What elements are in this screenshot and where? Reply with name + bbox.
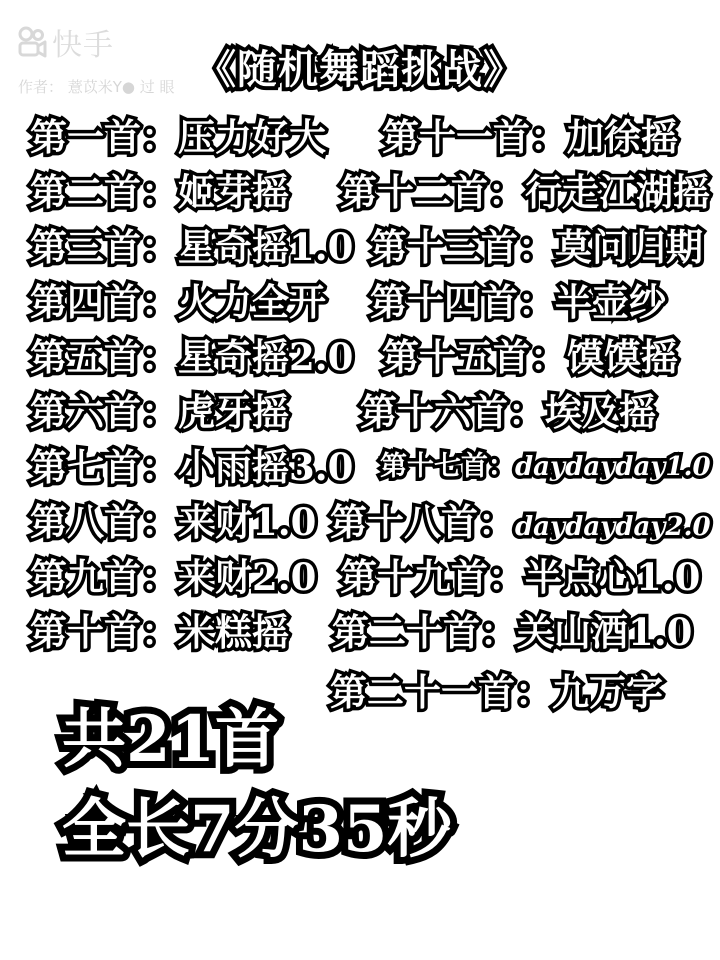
list-item: [30, 557, 316, 597]
song-title: 九万字: [552, 670, 663, 714]
song-title: 莫问归期: [555, 225, 703, 269]
song-number-label: 第四首：: [30, 280, 178, 324]
song-title: 行走江湖摇: [525, 170, 710, 214]
song-number-label: 第一首：: [30, 115, 178, 159]
song-title: 压力好大: [178, 115, 326, 159]
list-item: [30, 227, 353, 267]
watermark-brand: 快手: [52, 28, 114, 63]
song-number-label: 第十八首：: [330, 500, 515, 544]
list-item: [380, 447, 711, 487]
page-title: 《随机舞蹈挑战》: [196, 46, 524, 93]
song-number-label: 第十首：: [30, 610, 178, 654]
song-title: 米糕摇: [178, 610, 289, 654]
song-number-label: 第二首：: [30, 170, 178, 214]
list-item: [30, 117, 326, 157]
list-item: [330, 502, 711, 547]
song-number-label: 第八首：: [30, 500, 178, 544]
song-number-label: 第九首：: [30, 555, 178, 599]
list-item: [30, 447, 353, 487]
song-title: 火力全开: [178, 280, 326, 324]
song-number-label: 第六首：: [30, 390, 178, 434]
song-number-label: 第十九首：: [340, 555, 525, 599]
watermark-author: 作者： 薏苡米Y● 过 眼: [18, 78, 175, 96]
song-number-label: 第十六首：: [360, 390, 545, 434]
list-item: [332, 612, 692, 652]
song-title: 来财2.0: [178, 555, 317, 599]
list-item: [370, 227, 703, 267]
song-number-label: 第七首：: [30, 445, 178, 489]
song-title: 小雨摇3.0: [178, 445, 354, 489]
song-title: 埃及摇: [545, 390, 656, 434]
list-item: [340, 557, 700, 597]
song-number-label: 第十二首：: [340, 170, 525, 214]
song-number-label: 第五首：: [30, 335, 178, 379]
song-number-label: 第二十一首：: [330, 670, 552, 714]
list-item: [30, 337, 353, 377]
song-title: 来财1.0: [178, 500, 317, 544]
song-number-label: 第十五首：: [382, 335, 567, 379]
list-item: [330, 672, 663, 712]
list-item: [30, 502, 316, 542]
song-title: 星奇摇2.0: [178, 335, 354, 379]
list-item: [360, 392, 656, 432]
list-item: [382, 337, 678, 377]
total-duration-label: 全长7分35秒: [62, 792, 452, 867]
list-item: [30, 172, 289, 212]
song-title: 加徐摇: [567, 115, 678, 159]
song-title: 馍馍摇: [567, 335, 678, 379]
song-title: daydayday2.0: [515, 512, 711, 542]
song-number-label: 第十四首：: [370, 280, 555, 324]
song-title: 关山酒1.0: [517, 610, 693, 654]
song-title: 半点心1.0: [525, 555, 701, 599]
list-item: [30, 612, 289, 652]
list-item: [340, 172, 710, 212]
song-number-label: 第二十首：: [332, 610, 517, 654]
song-number-label: 第十一首：: [382, 115, 567, 159]
list-item: [30, 282, 326, 322]
song-title: 姬芽摇: [178, 170, 289, 214]
song-title: daydayday1.0: [515, 452, 711, 482]
song-title: 虎牙摇: [178, 390, 289, 434]
song-number-label: 第三首：: [30, 225, 178, 269]
list-item: [370, 282, 666, 322]
song-number-label: 第十七首：: [380, 451, 515, 482]
list-item: [382, 117, 678, 157]
song-title: 星奇摇1.0: [178, 225, 354, 269]
total-songs-label: 共21首: [62, 702, 280, 777]
song-number-label: 第十三首：: [370, 225, 555, 269]
list-item: [30, 392, 289, 432]
song-title: 半壶纱: [555, 280, 666, 324]
